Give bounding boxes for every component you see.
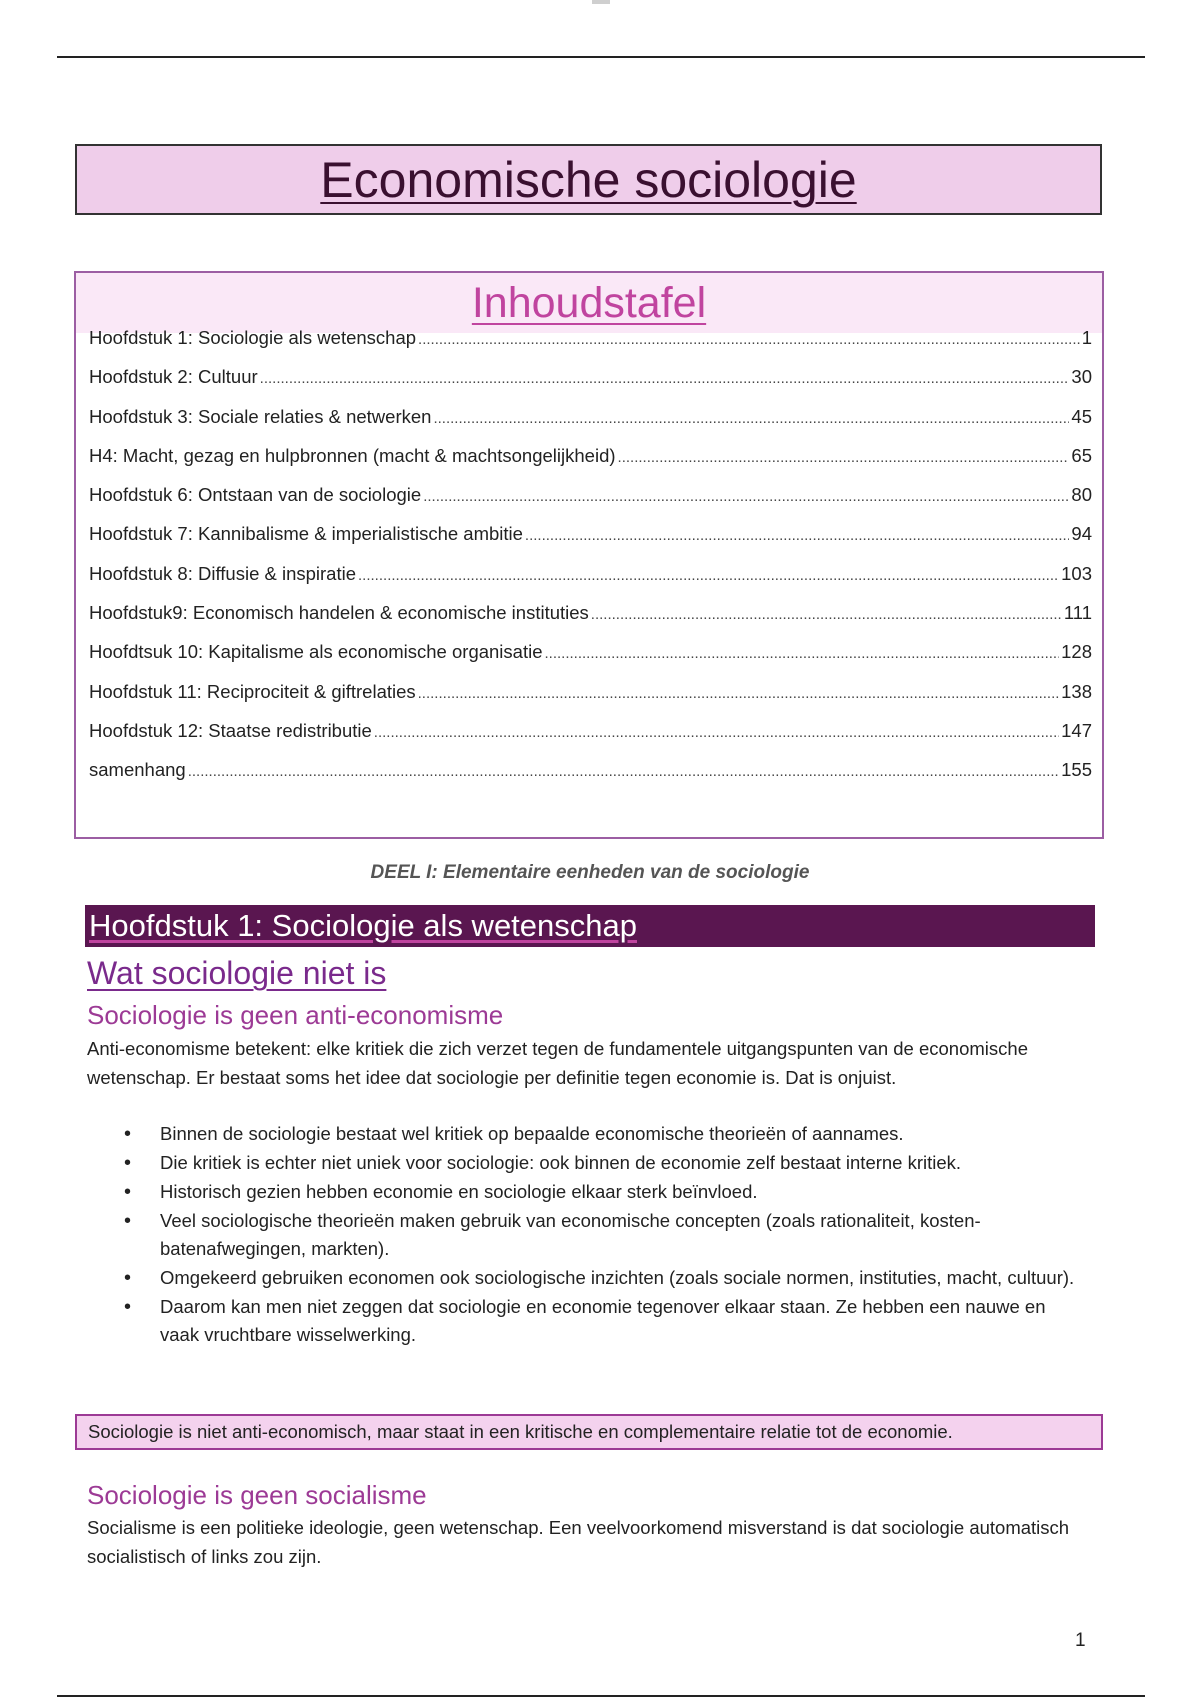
toc-entry[interactable] xyxy=(89,484,1092,523)
subsection-heading-socialisme: Sociologie is geen socialisme xyxy=(87,1480,427,1510)
toc-entry-title: Hoofdstuk 1: Sociologie als wetenschap xyxy=(89,327,417,348)
toc-entry-title: samenhang xyxy=(89,759,186,781)
toc-leader-dots xyxy=(374,724,1059,741)
toc-entry[interactable] xyxy=(89,366,1092,405)
toc-leader-dots xyxy=(433,410,1069,427)
toc-leader-dots xyxy=(618,449,1070,466)
document-title-box xyxy=(75,144,1102,215)
toc-leader-dots xyxy=(418,685,1059,702)
toc-entry[interactable] xyxy=(89,720,1092,759)
toc-entry-page: 111 xyxy=(1063,602,1092,624)
toc-entry-title: Hoofdstuk9: Economisch handelen & economische instituties xyxy=(89,602,589,624)
toc-entry-page: 147 xyxy=(1061,719,1092,741)
toc-leader-dots xyxy=(260,370,1070,387)
paragraph-anti-economisme: Anti-economisme betekent: elke kritiek die zich verzet tegen de fundamentele uitgangspunten van de economische wetenschap. Er bestaat soms het idee dat sociologie per definitie tegen economie is. Dat is onjuist. xyxy=(87,1038,1028,1088)
chapter-heading-bar xyxy=(85,905,1095,947)
footer-rule xyxy=(57,1695,1145,1697)
toc-list xyxy=(89,327,1092,799)
toc-leader-dots xyxy=(358,567,1059,584)
toc-leader-dots xyxy=(188,763,1059,780)
bullet-item: • Daarom kan men niet zeggen dat sociologie en economie tegenover elkaar staan. Ze hebben een nauwe en vaak vruchtbare wisselwerking. xyxy=(122,1293,1082,1349)
toc-leader-dots xyxy=(418,331,1080,348)
toc-entry-page: 30 xyxy=(1071,366,1092,388)
toc-entry-page: 1 xyxy=(1081,327,1092,348)
bullet-item: • Historisch gezien hebben economie en sociologie elkaar sterk beïnvloed. xyxy=(122,1178,1082,1206)
toc-entry-title: Hoofdtsuk 10: Kapitalisme als economische organisatie xyxy=(89,641,543,663)
toc-leader-dots xyxy=(423,488,1069,505)
toc-entry-title: Hoofdstuk 8: Diffusie & inspiratie xyxy=(89,562,357,584)
toc-entry-page: 94 xyxy=(1071,523,1092,545)
toc-entry[interactable] xyxy=(89,523,1092,562)
toc-entry-page: 80 xyxy=(1071,484,1092,506)
summary-callout: Sociologie is niet anti-economisch, maar staat in een kritische en complementaire relatie tot de economie. xyxy=(75,1414,1103,1450)
header-rule xyxy=(57,56,1145,58)
bullet-item: • Die kritiek is echter niet uniek voor sociologie: ook binnen de economie zelf bestaat interne kritiek. xyxy=(122,1149,1082,1177)
table-of-contents xyxy=(74,271,1104,839)
toc-entry[interactable] xyxy=(89,602,1092,641)
bullet-item: • Binnen de sociologie bestaat wel kritiek op bepaalde economische theorieën of aannames. xyxy=(122,1120,1082,1148)
toc-entry-title: Hoofdstuk 11: Reciprociteit & giftrelaties xyxy=(89,680,416,702)
paragraph-socialisme: Socialisme is een politieke ideologie, geen wetenschap. Een veelvoorkomend misverstand is dat sociologie automatisch socialistisch of links zou zijn. xyxy=(87,1517,1070,1567)
toc-entry[interactable] xyxy=(89,327,1092,366)
toc-leader-dots xyxy=(591,606,1062,623)
toc-entry-title: Hoofdstuk 6: Ontstaan van de sociologie xyxy=(89,484,422,506)
toc-entry[interactable] xyxy=(89,759,1092,798)
toc-entry-title: Hoofdstuk 12: Staatse redistributie xyxy=(89,719,372,741)
chapter-heading: Hoofdstuk 1: Sociologie als wetenschap xyxy=(89,908,637,943)
section-heading: Wat sociologie niet is xyxy=(87,955,387,991)
toc-entry[interactable] xyxy=(89,641,1092,680)
toc-entry-page: 128 xyxy=(1061,641,1092,663)
toc-entry[interactable] xyxy=(89,445,1092,484)
page-number: 1 xyxy=(1075,1630,1086,1651)
toc-entry-title: H4: Macht, gezag en hulpbronnen (macht & machtsongelijkheid) xyxy=(89,444,616,466)
subsection-heading-anti-economisme: Sociologie is geen anti-economisme xyxy=(87,1000,504,1030)
toc-entry[interactable] xyxy=(89,563,1092,602)
toc-heading: Inhoudstafel xyxy=(471,278,707,327)
document-title: Economische sociologie xyxy=(320,151,857,208)
toc-entry-page: 65 xyxy=(1071,444,1092,466)
toc-entry-page: 103 xyxy=(1061,562,1092,584)
toc-entry[interactable] xyxy=(89,681,1092,720)
toc-entry-title: Hoofdstuk 2: Cultuur xyxy=(89,366,258,388)
bullet-item: • Veel sociologische theorieën maken gebruik van economische concepten (zoals rationaliteit, kosten-batenafwegingen, markten). xyxy=(122,1207,1082,1263)
toc-header xyxy=(76,273,1102,333)
toc-entry-page: 155 xyxy=(1061,759,1092,781)
toc-leader-dots xyxy=(525,527,1070,544)
toc-entry-title: Hoofdstuk 3: Sociale relaties & netwerken xyxy=(89,405,432,427)
part-label: DEEL I: Elementaire eenheden van de sociologie xyxy=(370,862,810,883)
toc-leader-dots xyxy=(545,645,1060,662)
toc-entry[interactable] xyxy=(89,406,1092,445)
top-page-marker xyxy=(592,0,610,4)
toc-entry-page: 138 xyxy=(1061,680,1092,702)
toc-entry-page: 45 xyxy=(1071,405,1092,427)
bullet-item: • Omgekeerd gebruiken economen ook sociologische inzichten (zoals sociale normen, instituties, macht, cultuur). xyxy=(122,1264,1082,1292)
bullet-list xyxy=(122,1120,1082,1350)
toc-entry-title: Hoofdstuk 7: Kannibalisme & imperialistische ambitie xyxy=(89,523,523,545)
